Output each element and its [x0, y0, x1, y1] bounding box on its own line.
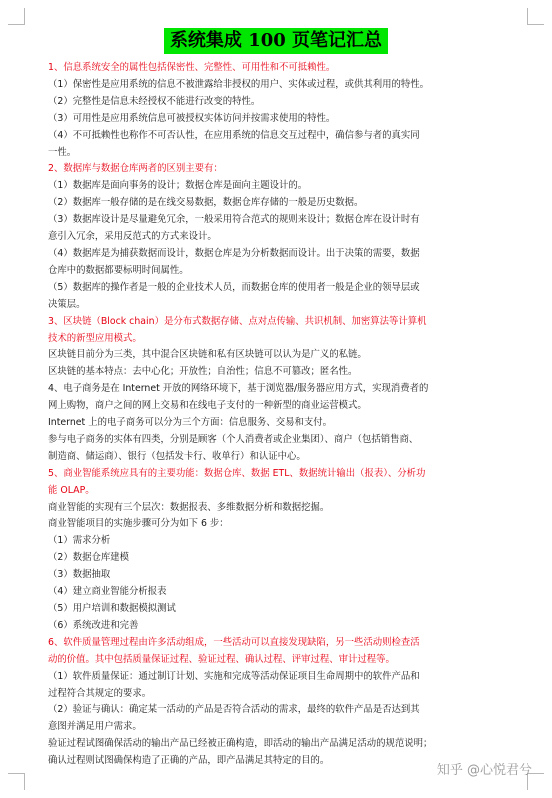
section-heading-line: 6、软件质量管理过程由许多活动组成，一些活动可以直接发现缺陷，另一些活动则检查活 — [48, 636, 420, 648]
page-title: 系统集成 100 页笔记汇总 — [164, 28, 388, 54]
body-text-line: （5）数据库的操作者是一般的企业技术人员，而数据仓库的使用者一般是企业的领导层或 — [48, 281, 420, 293]
title-container — [0, 28, 552, 54]
body-text-line: （3）数据抽取 — [48, 569, 111, 581]
section-heading-line: 能 OLAP。 — [48, 484, 95, 496]
body-text-line: （2）数据仓库建模 — [48, 552, 129, 564]
body-text-line: 区块链目前分为三类，其中混合区块链和私有区块链可以认为是广义的私链。 — [48, 349, 367, 361]
section-heading-line: 技术的新型应用模式。 — [48, 332, 142, 344]
page-corner-mark — [8, 8, 25, 25]
body-text-line: （1）保密性是应用系统的信息不被泄露给非授权的用户、实体或过程，或供其利用的特性。 — [48, 78, 429, 90]
body-text-line: 商业智能项目的实施步骤可分为如下 6 步： — [48, 518, 229, 530]
body-text-line: （3）可用性是应用系统信息可被授权实体访问并按需求使用的特性。 — [48, 112, 336, 124]
body-text-line: （3）数据库设计是尽量避免冗余，一般采用符合范式的规则来设计；数据仓库在设计时有 — [48, 214, 420, 226]
section-heading-line: 3、区块链（Block chain）是分布式数据存储、点对点传输、共识机制、加密算法等计算机 — [48, 315, 427, 327]
body-text-line: （1）数据库是面向事务的设计；数据仓库是面向主题设计的。 — [48, 180, 308, 192]
body-text-line: （6）系统改进和完善 — [48, 619, 139, 631]
body-text-line: （5）用户培训和数据模拟测试 — [48, 603, 176, 614]
body-text-line: 过程符合其规定的要求。 — [48, 687, 152, 699]
body-text-line: （4）建立商业智能分析报表 — [48, 586, 167, 598]
section-heading-line: 2、数据库与数据仓库两者的区别主要有： — [48, 163, 223, 175]
body-text-line: （2）数据库一般存储的是在线交易数据，数据仓库存储的一般是历史数据。 — [48, 197, 364, 209]
body-text-line: 商业智能的实现有三个层次：数据报表、多维数据分析和数据挖掘。 — [48, 501, 330, 513]
section-heading-line: 动的价值。其中包括质量保证过程、验证过程、确认过程、评审过程、审计过程等。 — [48, 653, 395, 665]
body-text-line: 区块链的基本特点：去中心化；开放性；自治性；信息不可篡改；匿名性。 — [48, 366, 358, 378]
page-corner-mark — [8, 773, 25, 790]
body-text-line: 验证过程试图确保活动的输出产品已经被正确构造，即活动的输出产品满足活动的规范说明； — [48, 738, 433, 750]
section-heading-line: 1、信息系统安全的属性包括保密性、完整性、可用性和不可抵赖性。 — [48, 62, 336, 73]
body-text-line: （1）需求分析 — [48, 535, 111, 547]
body-text-line: （2）验证与确认：确定某一活动的产品是否符合活动的需求，最终的软件产品是否达到其 — [48, 704, 420, 716]
body-text-line: （4）数据库是为捕获数据而设计，数据仓库是为分析数据而设计。出于决策的需要，数据 — [48, 247, 420, 259]
body-text-line: （1）软件质量保证：通过制订计划、实施和完成等活动保证项目生命周期中的软件产品和 — [48, 670, 420, 682]
body-text-line: 意引入冗余，采用反范式的方式来设计。 — [48, 231, 217, 243]
watermark: 知乎 @心悦君兮 — [436, 763, 532, 778]
body-text-line: 仓库中的数据都要标明时间属性。 — [48, 264, 189, 276]
body-text-line: 确认过程则试图确保构造了正确的产品，即产品满足其特定的目的。 — [48, 755, 330, 767]
body-text-line: 决策层。 — [48, 298, 86, 310]
body-text-line: 网上购物，商户之间的网上交易和在线电子支付的一种新型的商业运营模式。 — [48, 400, 367, 412]
body-text-line: （2）完整性是信息未经授权不能进行改变的特性。 — [48, 95, 261, 107]
notes-body — [48, 60, 506, 770]
body-text-line: 参与电子商务的实体有四类，分别是顾客（个人消费者或企业集团）、商户（包括销售商、 — [48, 433, 419, 445]
section-heading-line: 5、商业智能系统应具有的主要功能：数据仓库、数据 ETL、数据统计输出（报表）、分析功 — [48, 467, 426, 479]
body-text-line: Internet 上的电子商务可以分为三个方面：信息服务、交易和支付。 — [48, 417, 332, 429]
body-text-line: 一性。 — [48, 146, 77, 158]
page-corner-mark — [527, 8, 544, 25]
body-text-line: （4）不可抵赖性也称作不可否认性，在应用系统的信息交互过程中，确信参与者的真实同 — [48, 129, 420, 141]
body-text-line: 意图并满足用户需求。 — [48, 721, 142, 733]
body-text-line: 制造商、储运商）、银行（包括发卡行、收单行）和认证中心。 — [48, 450, 306, 462]
body-text-line: 4、电子商务是在 Internet 开放的网络环境下，基于浏览器/服务器应用方式，实现消费者的 — [48, 383, 429, 395]
